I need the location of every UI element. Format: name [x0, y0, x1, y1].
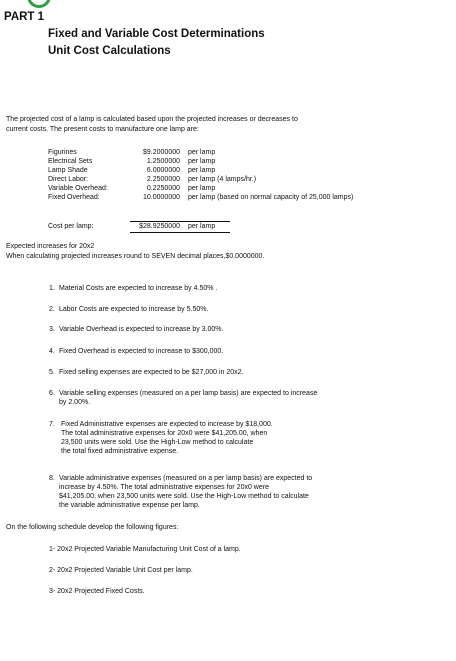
item-number: 8. [49, 475, 55, 482]
list-item [49, 420, 273, 456]
cost-description: per lamp (based on normal capacity of 25,000 lamps) [188, 194, 354, 201]
item-line: Variable selling expenses (measured on a per lamp basis) are expected to increase [59, 390, 318, 397]
item-line: Fixed Overhead is expected to increase to $300,000. [59, 348, 224, 355]
item-line: Fixed Administrative expenses are expected to increase by $18,000. [61, 421, 273, 428]
schedule-figure: 3- 20x2 Projected Fixed Costs. [49, 588, 145, 595]
list-item [49, 347, 223, 356]
cost-label: Lamp Shade [48, 167, 88, 174]
cost-description: per lamp [188, 158, 216, 165]
item-line: the variable administrative expense per lamp. [59, 502, 200, 509]
total-rule-top [130, 221, 230, 222]
cost-label: Figurines [48, 149, 77, 156]
item-line: by 2.00%. [59, 399, 91, 406]
list-item [49, 305, 208, 314]
cost-description: per lamp (4 lamps/hr.) [188, 176, 257, 183]
intro-line-2: current costs. The present costs to manufacture one lamp are: [6, 126, 199, 133]
list-item [49, 368, 243, 377]
item-line: Fixed selling expenses are expected to be $27,000 in 20x2. [59, 369, 244, 376]
item-line: Variable Overhead is expected to increase by 3.00%. [59, 326, 224, 333]
item-number: 2. [49, 306, 55, 313]
item-number: 6. [49, 390, 55, 397]
list-item [49, 474, 312, 510]
item-number: 3. [49, 326, 55, 333]
cost-amount: 0.2250000 [146, 185, 180, 192]
list-item [49, 389, 317, 407]
total-description: per lamp [188, 223, 216, 230]
list-item [49, 325, 223, 334]
cost-description: per lamp [188, 149, 216, 156]
cost-amount: 10.0000000 [143, 194, 180, 201]
schedule-figure: 1- 20x2 Projected Variable Manufacturing Unit Cost of a lamp. [49, 546, 241, 553]
item-number: 4. [49, 348, 55, 355]
intro-line-1: The projected cost of a lamp is calculated based upon the projected increases or decreases to [6, 116, 298, 123]
item-line: The total administrative expenses for 20x0 were $41,205.00, when [61, 430, 268, 437]
total-rule-bottom [130, 232, 230, 233]
expected-heading: Expected increases for 20x2 [6, 243, 95, 250]
logo-icon [27, 0, 51, 8]
item-number: 7. [49, 421, 55, 428]
cost-amount: 6.0000000 [146, 167, 180, 174]
document-title: Fixed and Variable Cost Determinations [48, 28, 265, 40]
item-line: Material Costs are expected to increase by 4.50% . [59, 285, 218, 292]
cost-amount: 2.2500000 [146, 176, 180, 183]
item-line: Labor Costs are expected to increase by 5.50%. [59, 306, 209, 313]
cost-label: Fixed Overhead: [48, 194, 100, 201]
schedule-figure: 2- 20x2 Projected Variable Unit Cost per lamp. [49, 567, 193, 574]
cost-label: Electrical Sets [48, 158, 93, 165]
cost-description: per lamp [188, 185, 216, 192]
item-number: 1. [49, 285, 55, 292]
document-subtitle: Unit Cost Calculations [48, 45, 171, 57]
item-line: the total fixed administrative expense. [61, 448, 179, 455]
total-label: Cost per lamp: [48, 223, 94, 230]
cost-amount: $9.2000000 [143, 149, 180, 156]
item-line: increase by 4.50%. The total administrative expenses for 20x0 were [59, 484, 269, 491]
item-line: 23,500 units were sold. Use the High-Low method to calculate [61, 439, 254, 446]
cost-description: per lamp [188, 167, 216, 174]
item-number: 5. [49, 369, 55, 376]
rounding-note: When calculating projected increases round to SEVEN decimal places,$0.0000000. [6, 253, 265, 260]
total-amount: $28.9250000 [139, 223, 180, 230]
part-heading: PART 1 [4, 11, 45, 23]
item-line: Variable administrative expenses (measured on a per lamp basis) are expected to [59, 475, 313, 482]
list-item [49, 284, 217, 293]
item-line: $41,205.00, when 23,500 units were sold. Use the High-Low method to calculate [59, 493, 309, 500]
cost-label: Direct Labor: [48, 176, 89, 183]
cost-label: Variable Overhead: [48, 185, 108, 192]
schedule-intro: On the following schedule develop the following figures: [6, 524, 179, 531]
cost-amount: 1.2500000 [146, 158, 180, 165]
